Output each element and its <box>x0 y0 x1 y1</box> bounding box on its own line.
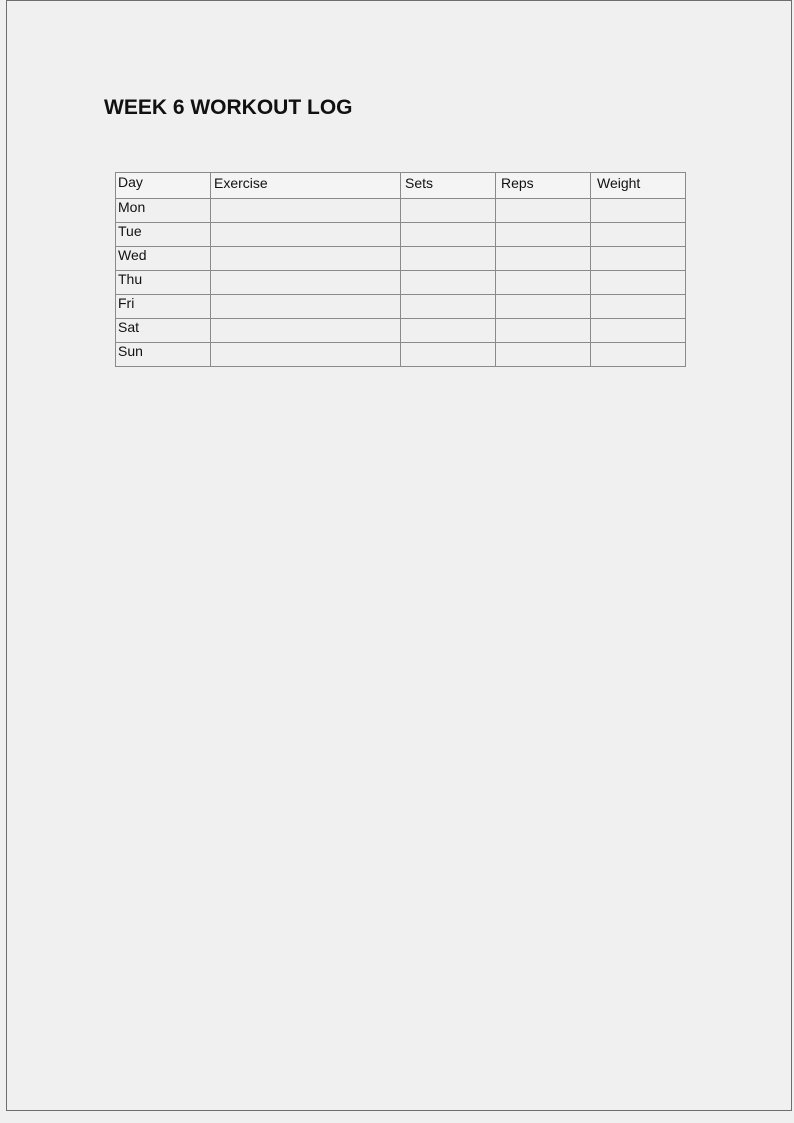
weight-cell[interactable] <box>591 271 686 295</box>
sets-cell[interactable] <box>401 247 496 271</box>
column-header-exercise: Exercise <box>211 173 401 199</box>
weight-cell[interactable] <box>591 295 686 319</box>
exercise-cell[interactable] <box>211 271 401 295</box>
sets-cell[interactable] <box>401 223 496 247</box>
reps-cell[interactable] <box>496 247 591 271</box>
sets-cell[interactable] <box>401 319 496 343</box>
column-header-sets: Sets <box>401 173 496 199</box>
day-cell: Tue <box>116 223 211 247</box>
page-title: WEEK 6 WORKOUT LOG <box>104 96 353 119</box>
reps-cell[interactable] <box>496 295 591 319</box>
reps-cell[interactable] <box>496 343 591 367</box>
reps-cell[interactable] <box>496 199 591 223</box>
weight-cell[interactable] <box>591 199 686 223</box>
exercise-cell[interactable] <box>211 199 401 223</box>
table-row <box>116 199 686 223</box>
table-row <box>116 343 686 367</box>
day-cell: Mon <box>116 199 211 223</box>
table-row <box>116 319 686 343</box>
table-row <box>116 223 686 247</box>
day-cell: Thu <box>116 271 211 295</box>
sets-cell[interactable] <box>401 199 496 223</box>
table-row <box>116 271 686 295</box>
weight-cell[interactable] <box>591 247 686 271</box>
table-row <box>116 247 686 271</box>
exercise-cell[interactable] <box>211 295 401 319</box>
document-page <box>6 0 792 1111</box>
exercise-cell[interactable] <box>211 223 401 247</box>
column-header-weight: Weight <box>591 173 686 199</box>
reps-cell[interactable] <box>496 271 591 295</box>
sets-cell[interactable] <box>401 343 496 367</box>
weight-cell[interactable] <box>591 343 686 367</box>
day-cell: Wed <box>116 247 211 271</box>
exercise-cell[interactable] <box>211 247 401 271</box>
day-cell: Sun <box>116 343 211 367</box>
sets-cell[interactable] <box>401 295 496 319</box>
table-header-row <box>116 173 686 199</box>
day-cell: Sat <box>116 319 211 343</box>
exercise-cell[interactable] <box>211 319 401 343</box>
reps-cell[interactable] <box>496 223 591 247</box>
column-header-reps: Reps <box>496 173 591 199</box>
table-row <box>116 295 686 319</box>
reps-cell[interactable] <box>496 319 591 343</box>
weight-cell[interactable] <box>591 319 686 343</box>
column-header-day: Day <box>116 173 211 199</box>
day-cell: Fri <box>116 295 211 319</box>
weight-cell[interactable] <box>591 223 686 247</box>
exercise-cell[interactable] <box>211 343 401 367</box>
workout-log-table <box>115 172 686 367</box>
sets-cell[interactable] <box>401 271 496 295</box>
